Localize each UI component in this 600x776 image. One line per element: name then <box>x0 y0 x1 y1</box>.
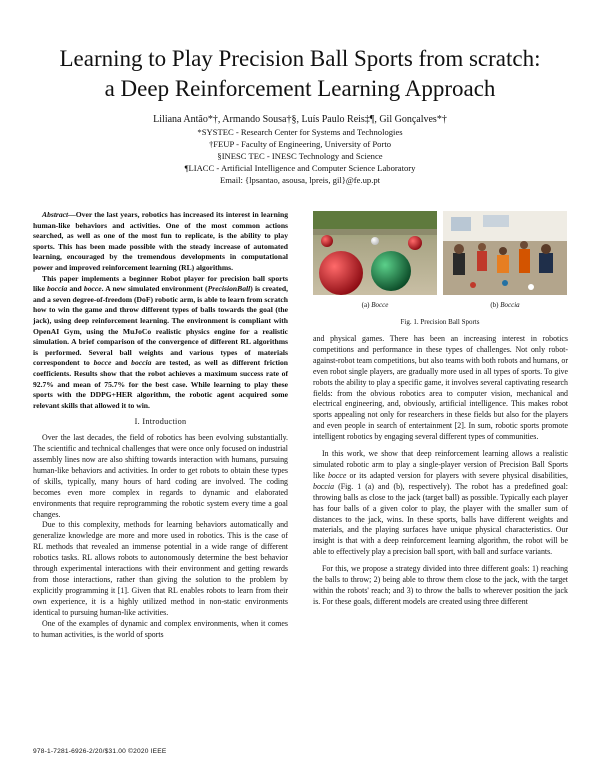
boccia-photo <box>443 211 567 295</box>
figure-caption: Fig. 1. Precision Ball Sports <box>400 318 480 326</box>
section-heading-introduction: I. Introduction <box>134 417 187 427</box>
title-line-2: a Deep Reinforcement Learning Approach <box>104 76 496 101</box>
title-line-1: Learning to Play Precision Ball Sports from scratch: <box>59 46 541 71</box>
subcaption-b: (b) Boccia <box>490 301 520 309</box>
right-column <box>313 334 568 608</box>
left-column <box>33 210 288 640</box>
author-list: Liliana Antão*†, Armando Sousa†§, Luís Paulo Reis‡¶, Gil Gonçalves*† <box>153 114 447 125</box>
figure-1 <box>313 211 567 331</box>
bocce-photo <box>313 211 437 295</box>
affiliation-liacc: ¶LIACC - Artificial Intelligence and Computer Science Laboratory <box>184 163 416 173</box>
affiliation-feup: †FEUP - Faculty of Engineering, University of Porto <box>208 139 392 149</box>
intro-paragraph-3: One of the examples of dynamic and complex environments, when it comes to human activities, is the world of sports <box>33 618 288 639</box>
right-paragraph-3: For this, we propose a strategy divided into three different goals: 1) reaching the balls to throw; 2) being able to throw them close to the jack, with the target within the robots' reach; and 3) to throw the balls to wherever position the jack is. For these goals, different models are created using three different <box>313 564 568 606</box>
abstract <box>33 210 288 411</box>
right-paragraph-2: In this work, we show that deep reinforcement learning allows a realistic simulated robotic arm to play a single-player version of Precision Ball Sports like bocce or its adapted version for players with severe physical disabilities, boccia (Fig. 1 (a) and (b), respectively). The robot has a predefined goal: throwing balls as close to the jack (target ball) as possible. Typically each player has four balls of a given color to play, the player with the smaller sum of distances to the jack, wins. In these sports, balls have different weights and materials, and the playing surfaces have unique physical characteristics. Our insight is that with a deep reinforcement learning algorithm, the robot will be able to effectively play a precision ball sport, with ball and surface variants. <box>313 449 568 557</box>
subcaption-a: (a) Bocce <box>361 301 389 309</box>
intro-paragraph-2: Due to this complexity, methods for learning behaviors automatically and generalize knowledge are more and more used in robotics. This is the case of RL methods that revealed an immense potential in a wide range of different robotics tasks. RL allows robots to autonomously determine the best behavior through experimental interactions with their environment and getting rewards from those interactions, rather than giving the solution to the problem by explicitly programming it [1]. Given that RL enables robots to learn from their own experience, it is a highly utilized method in non-static environments identical to pursuing human-like activities. <box>33 520 288 617</box>
abstract-label: Abstract— <box>42 210 76 219</box>
affiliation-inesc: §INESC TEC - INESC Technology and Science <box>217 151 383 161</box>
bocce-image <box>313 211 437 295</box>
copyright-footer: 978-1-7281-6926-2/20/$31.00 ©2020 IEEE <box>33 748 167 755</box>
paper-title <box>0 44 600 104</box>
intro-paragraph-1: Over the last decades, the field of robotics has been evolving substantially. The scientific and technical challenges that were once only focused on industrial assembly lines now are also shifting towards interaction with humans, pursuing human-like behaviors and activities. In order to get robots to obtain these types of skills, typically, many hours of hard coding are involved. The coding becomes even more complex in regards to dynamic and elaborated environments that require reprogramming the robotic system every time a goal changes. <box>33 433 288 519</box>
affiliation-systec: *SYSTEC - Research Center for Systems and Technologies <box>197 127 403 137</box>
author-email: Email: {lpsantao, asousa, lpreis, gil}@fe.up.pt <box>219 175 381 185</box>
right-paragraph-1: and physical games. There has been an increasing interest in robotics competitions and performance in these types of challenges. Not only robot-against-robot team competitions, but also teams with both robots and humans, or even robot single players, are gradually more used in all types of sports. To give robots the ability to play a specific game, it involves several captivating research fields: from the obvious robotics area to computer vision, mechanical and electrical engineering, and, obviously, artificial intelligence. This makes robot sports appealing not only for researchers in these fields but also for the players and even people in search of entertainment [2]. In sum, robotic sports promote intelligent robotics by engaging several different types of communities. <box>313 334 568 442</box>
boccia-image <box>443 211 567 295</box>
abstract-paragraph-1: Abstract—Over the last years, robotics has increased its interest in learning human-like behaviors and activities. One of the most common actions searched, as well as one of the most fun to replicate, is the ability to play sports. This has been made possible with the steady increase of automated learning, encouraged by the tremendous developments in computational power and improved reinforcement learning (RL) algorithms. <box>33 210 288 272</box>
abstract-paragraph-2: This paper implements a beginner Robot player for precision ball sports like boccia and bocce. A new simulated environment (PrecisionBall) is created, and a seven degree-of-freedom (DoF) robotic arm, is able to learn from scratch how to win the game and throw different types of balls towards the goal (the jack), using deep reinforcement learning. The environment is compliant with OpenAI Gym, using the MuJoCo realistic physics engine for a realistic simulation. A brief comparison of the convergence of different RL algorithms is performed. Several ball weights and various types of materials correspondent to bocce and boccia are tested, as well as different friction coefficients. Results show that the robot achieves a maximum success rate of 92.7% and mean of 75.7% for the best case. While learning to play these sports with the DDPG+HER algorithm, the robotic agent acquired some relevant skills that allowed it to win. <box>33 273 288 410</box>
